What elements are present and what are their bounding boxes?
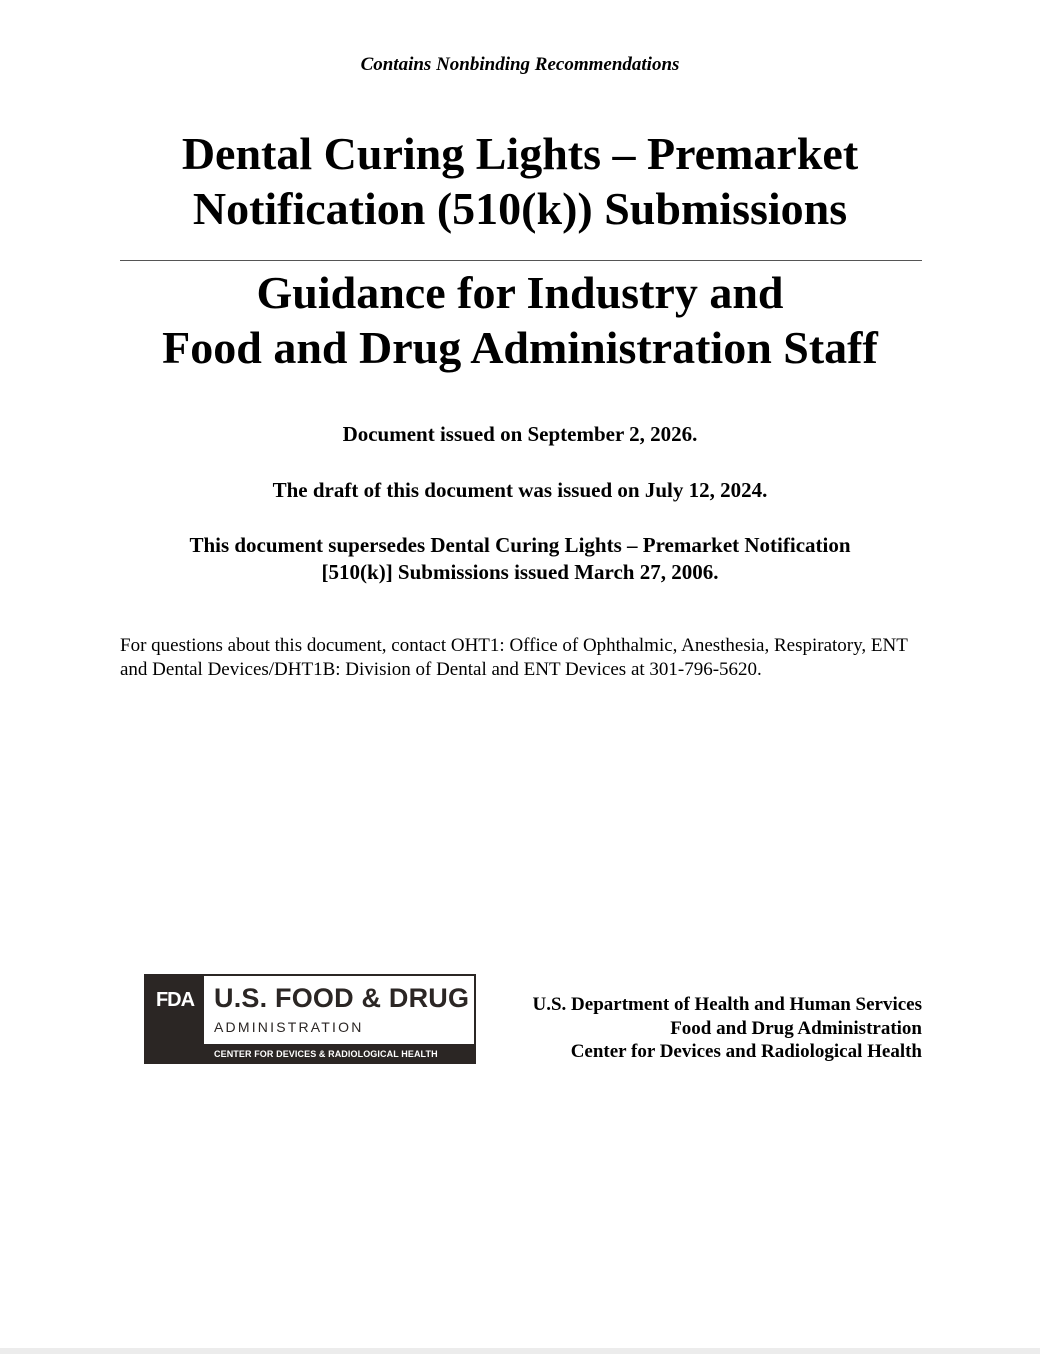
subtitle-line-1: Guidance for Industry and [256,267,784,318]
logo-agency-name: U.S. FOOD & DRUG [214,983,470,1013]
document-title [0,126,1040,236]
department-line-1: U.S. Department of Health and Human Services [532,994,922,1015]
page-bottom-edge [0,1348,1040,1354]
supersedes-note [0,532,1040,586]
title-line-1: Dental Curing Lights – Premarket [181,128,859,179]
issued-date: Document issued on September 2, 2026. [342,422,698,446]
supersedes-line-1: This document supersedes Dental Curing Lights – Premarket Notification [189,533,851,557]
logo-administration: ADMINISTRATION [214,1019,364,1035]
fda-logo [144,974,476,1064]
department-block [533,993,922,1064]
draft-date: The draft of this document was issued on July 12, 2024. [272,478,768,502]
title-divider [120,260,922,261]
department-line-2: Food and Drug Administration [670,1017,922,1039]
document-subtitle [0,265,1040,375]
fda-mark: FDA [146,976,204,1044]
logo-center-name: CENTER FOR DEVICES & RADIOLOGICAL HEALTH [146,1044,474,1062]
title-line-2: Notification (510(k)) Submissions [192,183,848,234]
department-line-3: Center for Devices and Radiological Health [570,1041,922,1062]
supersedes-line-2: [510(k)] Submissions issued March 27, 2006. [321,560,719,584]
contact-paragraph: For questions about this document, contact OHT1: Office of Ophthalmic, Anesthesia, Respiratory, ENT and Dental Devices/DHT1B: Division of Dental and ENT Devices at 301-796-5620. [120,635,908,680]
subtitle-line-2: Food and Drug Administration Staff [162,322,878,373]
nonbinding-header: Contains Nonbinding Recommendations [360,54,680,75]
